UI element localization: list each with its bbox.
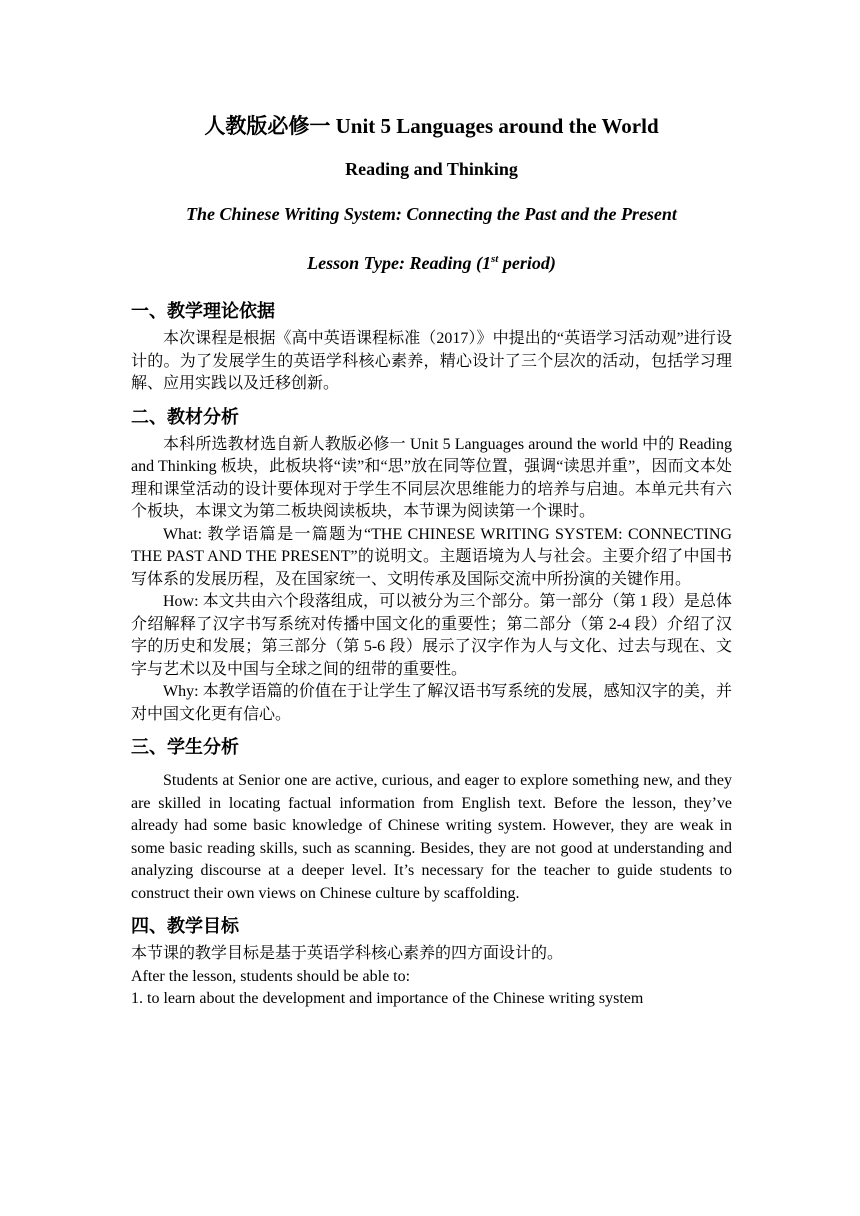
- list-item: 1. to learn about the development and importance of the Chinese writing system: [131, 990, 644, 1007]
- lesson-type: [131, 243, 732, 279]
- lesson-type-sup: st: [490, 253, 499, 265]
- section-heading-objectives: 四、教学目标: [131, 916, 239, 937]
- section-heading-material: 二、教材分析: [131, 406, 239, 428]
- paragraph: Why: 本教学语篇的价值在于让学生了解汉语书写系统的发展，感知汉字的美，并对中国文化更有信心。: [131, 683, 732, 723]
- section-heading-students: 三、学生分析: [131, 737, 239, 758]
- paragraph: 本次课程是根据《高中英语课程标准（2017）》中提出的“英语学习活动观”进行设计的。为了发展学生的英语学科核心素养，精心设计了三个层次的活动，包括学习理解、应用实践以及迁移创新。: [131, 330, 732, 392]
- lesson-type-suffix: period): [498, 253, 556, 273]
- document-title: 人教版必修一 Unit 5 Languages around the World: [204, 114, 659, 138]
- lesson-type-prefix: Lesson Type: Reading (1: [307, 253, 491, 273]
- document-subtitle: Reading and Thinking: [345, 159, 518, 179]
- paragraph: 本科所选教材选自新人教版必修一 Unit 5 Languages around the world 中的 Reading and Thinking 板块，此板块将“读”和“思”放在同等位置，强调“读思并重”，因而文本处理和课堂活动的设计要体现对于学生不同层次思维能力的培养与启迪。本单元共有六个板块，本课文为第二板块阅读板块，本节课为阅读第一个课时。: [131, 435, 732, 520]
- paragraph: 本节课的教学目标是基于英语学科核心素养的四方面设计的。: [131, 945, 564, 962]
- paragraph: What: 教学语篇是一篇题为“THE CHINESE WRITING SYSTEM: CONNECTING THE PAST AND THE PRESENT”的说明文。主题语境为人与社会。主要介绍了中国书写体系的发展历程，及在国家统一、文明传承及国际交流中所扮演的关键作用。: [131, 525, 732, 588]
- paragraph: After the lesson, students should be able to:: [131, 967, 411, 985]
- document-page: [131, 106, 732, 1011]
- paragraph: Students at Senior one are active, curious, and eager to explore something new, and they are skilled in locating factual information from English text. Before the lesson, they’ve already had some basic knowledge of Chinese writing system. However, they are weak in some basic reading skills, such as scanning. Besides, they are not good at understanding and analyzing discourse at a deeper level. It’s necessary for the teacher to guide students to construct their own views on Chinese culture by scaffolding.: [131, 772, 732, 902]
- section-heading-theory: 一、教学理论依据: [131, 301, 275, 322]
- paragraph: How: 本文共由六个段落组成，可以被分为三个部分。第一部分（第 1 段）是总体介绍解释了汉字书写系统对传播中国文化的重要性；第二部分（第 2-4 段）介绍了汉字的历史和发展；第三部分（第 5-6 段）展示了汉字作为人与文化、过去与现在、文字与艺术以及中国与全球之间的纽带的重要性。: [131, 593, 732, 678]
- passage-title: The Chinese Writing System: Connecting the Past and the Present: [186, 204, 677, 224]
